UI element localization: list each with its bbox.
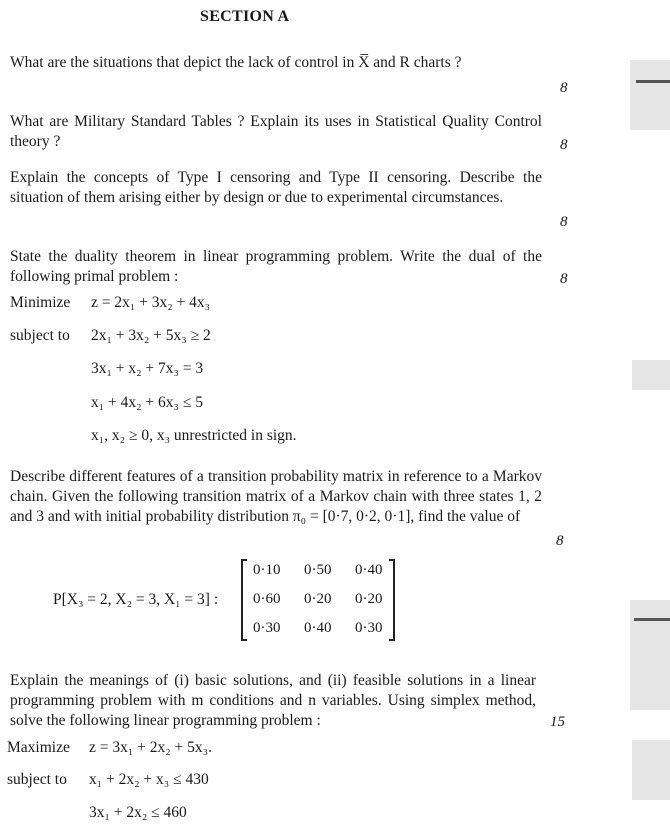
probability-expression: P[X₃ = 2, X₂ = 3, X₁ = 3] :: [53, 591, 219, 608]
question-5-marks: 8: [556, 533, 564, 549]
matrix-cell: 0·10: [253, 562, 281, 578]
question-4-text: State the duality theorem in linear programming problem. Write the dual of the following primal problem :: [10, 248, 542, 285]
scan-edge-shadow: [630, 60, 670, 130]
question-6-marks: 15: [550, 714, 565, 730]
question-6-text: Explain the meanings of (i) basic solutions, and (ii) feasible solutions in a linear programming problem with m conditions and n variables. Using simplex method, solve the following linear programming problem :: [10, 672, 536, 729]
matrix-cell: 0·40: [304, 620, 332, 636]
scan-edge-shadow: [632, 360, 670, 390]
scan-edge-shadow: [632, 740, 670, 800]
lp-constraint-1: x₁ + 2x₂ + x₃ ≤ 430: [89, 771, 209, 788]
primal-constraint-1: 2x₁ + 3x₂ + 5x₃ ≥ 2: [91, 327, 211, 344]
question-2-text: What are Military Standard Tables ? Explain its uses in Statistical Quality Control theory ?: [10, 113, 542, 150]
scan-edge-shadow: [630, 600, 670, 710]
primal-constraint-2: 3x₁ + x₂ + 7x₃ = 3: [91, 360, 204, 377]
transition-matrix: [241, 560, 395, 640]
matrix-cell: 0·30: [253, 620, 281, 636]
subject-to-label-q4: subject to: [10, 327, 70, 344]
scan-edge-mark: [636, 80, 670, 83]
question-3-marks: 8: [560, 214, 568, 230]
matrix-cell: 0·40: [355, 562, 383, 578]
question-1-text: What are the situations that depict the lack of control in X̅ and R charts ?: [10, 54, 462, 71]
matrix-cell: 0·60: [253, 591, 281, 607]
section-title: SECTION A: [200, 8, 290, 25]
primal-constraint-4: x₁, x₂ ≥ 0, x₃ unrestricted in sign.: [91, 427, 297, 444]
question-2-marks: 8: [560, 137, 568, 153]
lp-objective: z = 3x₁ + 2x₂ + 5x₃.: [89, 739, 212, 756]
matrix-cell: 0·20: [304, 591, 332, 607]
question-5-text: Describe different features of a transition probability matrix in reference to a Markov chain. Given the following transition matrix of a Markov chain with three states 1, 2 and 3 and with initial probability distribution π₀ = [0·7, 0·2, 0·1], find the value of: [10, 468, 542, 525]
scan-edge-mark: [634, 618, 670, 621]
lp-constraint-2: 3x₁ + 2x₂ ≤ 460: [89, 804, 187, 821]
question-4-marks: 8: [560, 271, 568, 287]
matrix-cell: 0·20: [355, 591, 383, 607]
matrix-cell: 0·30: [355, 620, 383, 636]
subject-to-label-q6: subject to: [7, 771, 67, 788]
question-1-marks: 8: [560, 80, 568, 96]
primal-constraint-3: x₁ + 4x₂ + 6x₃ ≤ 5: [91, 394, 203, 411]
minimize-label: Minimize: [10, 294, 71, 311]
maximize-label: Maximize: [7, 739, 70, 756]
primal-objective: z = 2x₁ + 3x₂ + 4x₃: [91, 294, 211, 311]
matrix-cell: 0·50: [304, 562, 332, 578]
question-3-text: Explain the concepts of Type I censoring and Type II censoring. Describe the situation of them arising either by design or due to experimental circumstances.: [10, 169, 542, 206]
